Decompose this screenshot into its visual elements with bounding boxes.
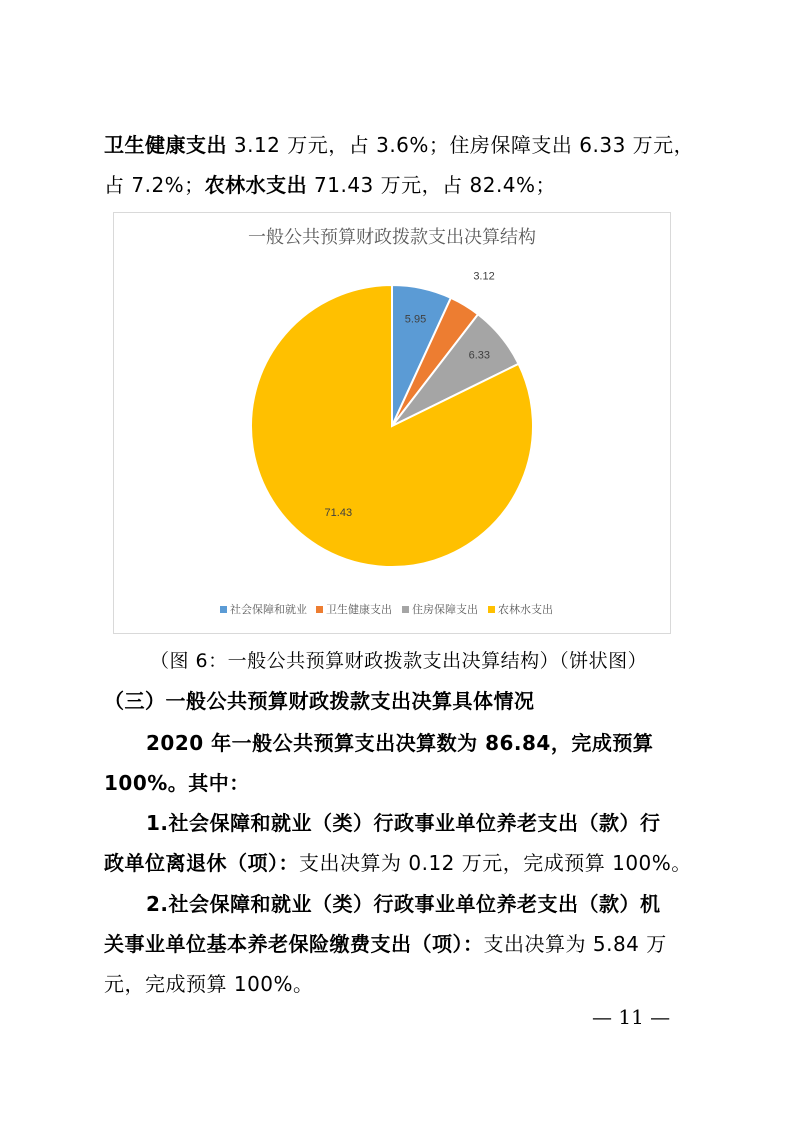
item1-category: 政单位离退休（项）： — [104, 851, 299, 875]
pie-chart — [114, 213, 670, 633]
item1-line-1: 1.社会保障和就业（类）行政事业单位养老支出（款）行 — [146, 811, 661, 835]
agriculture-expense-label: 农林水支出 — [204, 173, 308, 197]
health-expense-label: 卫生健康支出 — [104, 133, 227, 157]
item2-value: 支出决算为 5.84 万 — [483, 932, 667, 956]
page-number: — 11 — — [592, 1005, 671, 1029]
legend-label: 住房保障支出 — [412, 603, 478, 616]
pie-data-label: 5.95 — [404, 313, 427, 326]
section-heading: （三）一般公共预算财政拨款支出决算具体情况 — [104, 689, 535, 713]
para-line-2 — [104, 165, 694, 205]
legend-swatch — [402, 606, 409, 613]
item1-line-2 — [104, 843, 694, 883]
legend-swatch — [488, 606, 495, 613]
para-line-1 — [104, 125, 694, 165]
legend-label: 社会保障和就业 — [230, 603, 307, 616]
health-housing-text: 3.12 万元，占 3.6%；住房保障支出 6.33 万元， — [227, 133, 695, 157]
pie-chart-container — [113, 212, 671, 634]
pie-data-label: 6.33 — [468, 349, 491, 362]
item1-value: 支出决算为 0.12 万元，完成预算 100%。 — [299, 851, 692, 875]
summary-line-2: 100%。其中： — [104, 771, 250, 795]
pie-data-label: 71.43 — [324, 507, 353, 520]
figure-caption: （图 6：一般公共预算财政拨款支出决算结构）（饼状图） — [150, 650, 648, 672]
pie-data-label: 3.12 — [473, 270, 495, 283]
legend-label: 农林水支出 — [498, 603, 553, 616]
legend-swatch — [316, 606, 323, 613]
housing-share-text: 占 7.2%； — [104, 173, 205, 197]
chart-title: 一般公共预算财政拨款支出决算结构 — [248, 227, 536, 247]
summary-line-1: 2020 年一般公共预算支出决算数为 86.84，完成预算 — [146, 731, 654, 755]
legend-label: 卫生健康支出 — [326, 603, 392, 616]
item2-line-2 — [104, 924, 694, 964]
item2-category: 关事业单位基本养老保险缴费支出（项）： — [104, 932, 484, 956]
item2-line-3: 元，完成预算 100%。 — [104, 972, 314, 996]
agriculture-text: 71.43 万元，占 82.4%； — [307, 173, 557, 197]
item2-line-1: 2.社会保障和就业（类）行政事业单位养老支出（款）机 — [146, 892, 661, 916]
legend-swatch — [220, 606, 227, 613]
